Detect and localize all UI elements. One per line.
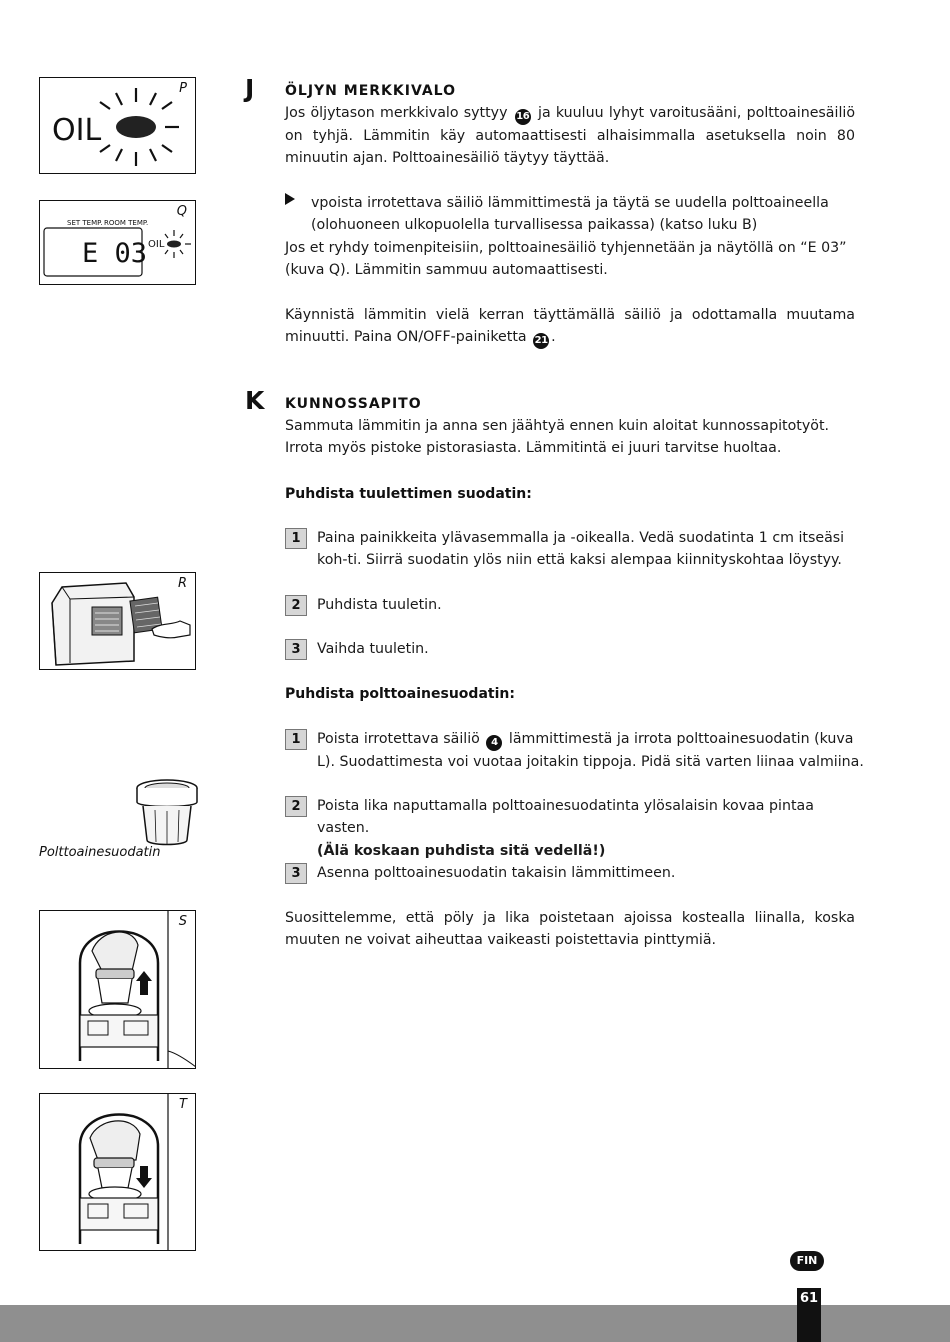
fuel-step-2-warning: (Älä koskaan puhdista sitä vedellä!) [317,842,606,859]
room-temp-label: ROOM TEMP. [104,219,149,227]
figure-letter: T [179,1097,187,1112]
step-text [317,795,870,862]
figure-letter: Q [176,204,187,219]
section-j-paragraph-3 [285,304,855,349]
section-j-letter: J [245,74,255,103]
heater-illustration [40,573,196,670]
ref-badge-21: 21 [533,333,549,349]
step-number: 2 [285,595,307,616]
p1-text-after: ja kuuluu lyhyt varoitusääni, polttoainesäiliö on tyhjä. Lämmitin käy automaattisesti alhaisimmalla asetuksella noin 80 minuutin ajan. Polttoainesäiliö täytyy täyttää. [285,105,856,167]
step-number: 3 [285,863,307,884]
step-text: Puhdista tuuletin. [317,597,442,613]
oil-small-label: OIL [148,239,165,250]
p3-text-before: Käynnistä lämmitin vielä kerran täyttämällä säiliö ja odottamalla muutama minuutti. Paina ON/OFF-painiketta [285,307,855,346]
fuel-filter-caption: Polttoainesuodatin [39,845,161,860]
step-text: Vaihda tuuletin. [317,641,429,657]
section-j-paragraph-2: Jos et ryhdy toimenpiteisiin, polttoainesäiliö tyhjennetään ja näytöllä on “E 03” (kuva Q). Lämmitin sammuu automaattisesti. [285,240,847,279]
filter-insertion-illustration [40,1094,196,1251]
fuel-step-2-text: Poista lika naputtamalla polttoainesuodatinta ylösalaisin kovaa pintaa vasten. [317,798,814,837]
figure-letter: S [178,914,187,929]
display-illustration [40,201,196,285]
error-code: E 03 [82,238,148,269]
set-temp-label: SET TEMP. [67,219,103,227]
language-badge: FIN [790,1251,824,1271]
fan-filter-heading: Puhdista tuulettimen suodatin: [285,486,532,502]
closing-paragraph: Suosittelemme, että pöly ja lika poistetaan ajoissa kostealla liinalla, koska muuten ne voivat aiheuttaa vaikeasti poistettavia pinttymiä. [285,910,855,949]
p3-text-after: . [551,329,556,346]
figure-letter: R [177,576,187,591]
fuel-step-1-text-after: lämmittimestä ja irrota polttoainesuodatin (kuva L). Suodattimesta voi vuotaa joitakin tippoja. Pidä sitä varten liinaa valmiina. [317,731,864,770]
fuel-filter-illustration [133,778,201,848]
section-j-title: ÖLJYN MERKKIVALO [285,83,456,99]
section-k-intro: Sammuta lämmitin ja anna sen jäähtyä ennen kuin aloitat kunnossapitotyöt. Irrota myös pistoke pistorasiasta. Lämmitintä ei juuri tarvitse huoltaa. [285,418,830,457]
figure-q-display [39,200,196,285]
section-j-paragraph-1 [285,102,855,170]
figure-t-filter-insertion [39,1093,196,1251]
fuel-filter-heading: Puhdista polttoainesuodatin: [285,686,515,702]
ref-badge-16: 16 [515,109,531,125]
step-number: 1 [285,528,307,549]
section-k-letter: K [245,386,265,415]
step-text: Paina painikkeita ylävasemmalla ja -oikealla. Vedä suodatinta 1 cm itseäsi koh-ti. Siirrä suodatin ylös niin että kaksi alempaa kiinnityskohtaa löystyy. [317,530,845,569]
p1-text-before: Jos öljytason merkkivalo syttyy [285,105,508,121]
oil-light-illustration [40,78,196,174]
fuel-step-1-text-before: Poista irrotettava säiliö [317,731,480,747]
bullet-text: vpoista irrotettava säiliö lämmittimestä ja täytä se uudella polttoaineella (olohuoneen ulkopuolella turvallisessa paikassa) (katso luku B) [311,195,829,234]
figure-letter: P [179,81,187,96]
section-k-title: KUNNOSSAPITO [285,396,422,412]
oil-label: OIL [52,113,102,148]
step-number: 3 [285,639,307,660]
step-number: 1 [285,729,307,750]
step-number: 2 [285,796,307,817]
bullet-arrow-icon [285,193,295,205]
ref-badge-4: 4 [486,735,502,751]
figure-p-oil-indicator [39,77,196,174]
step-text: Asenna polttoainesuodatin takaisin lämmittimeen. [317,865,676,881]
step-text [317,728,870,773]
figure-r-fan-filter [39,572,196,670]
filter-removal-illustration [40,911,196,1069]
figure-s-filter-removal [39,910,196,1069]
page-number: 61 [797,1288,821,1342]
